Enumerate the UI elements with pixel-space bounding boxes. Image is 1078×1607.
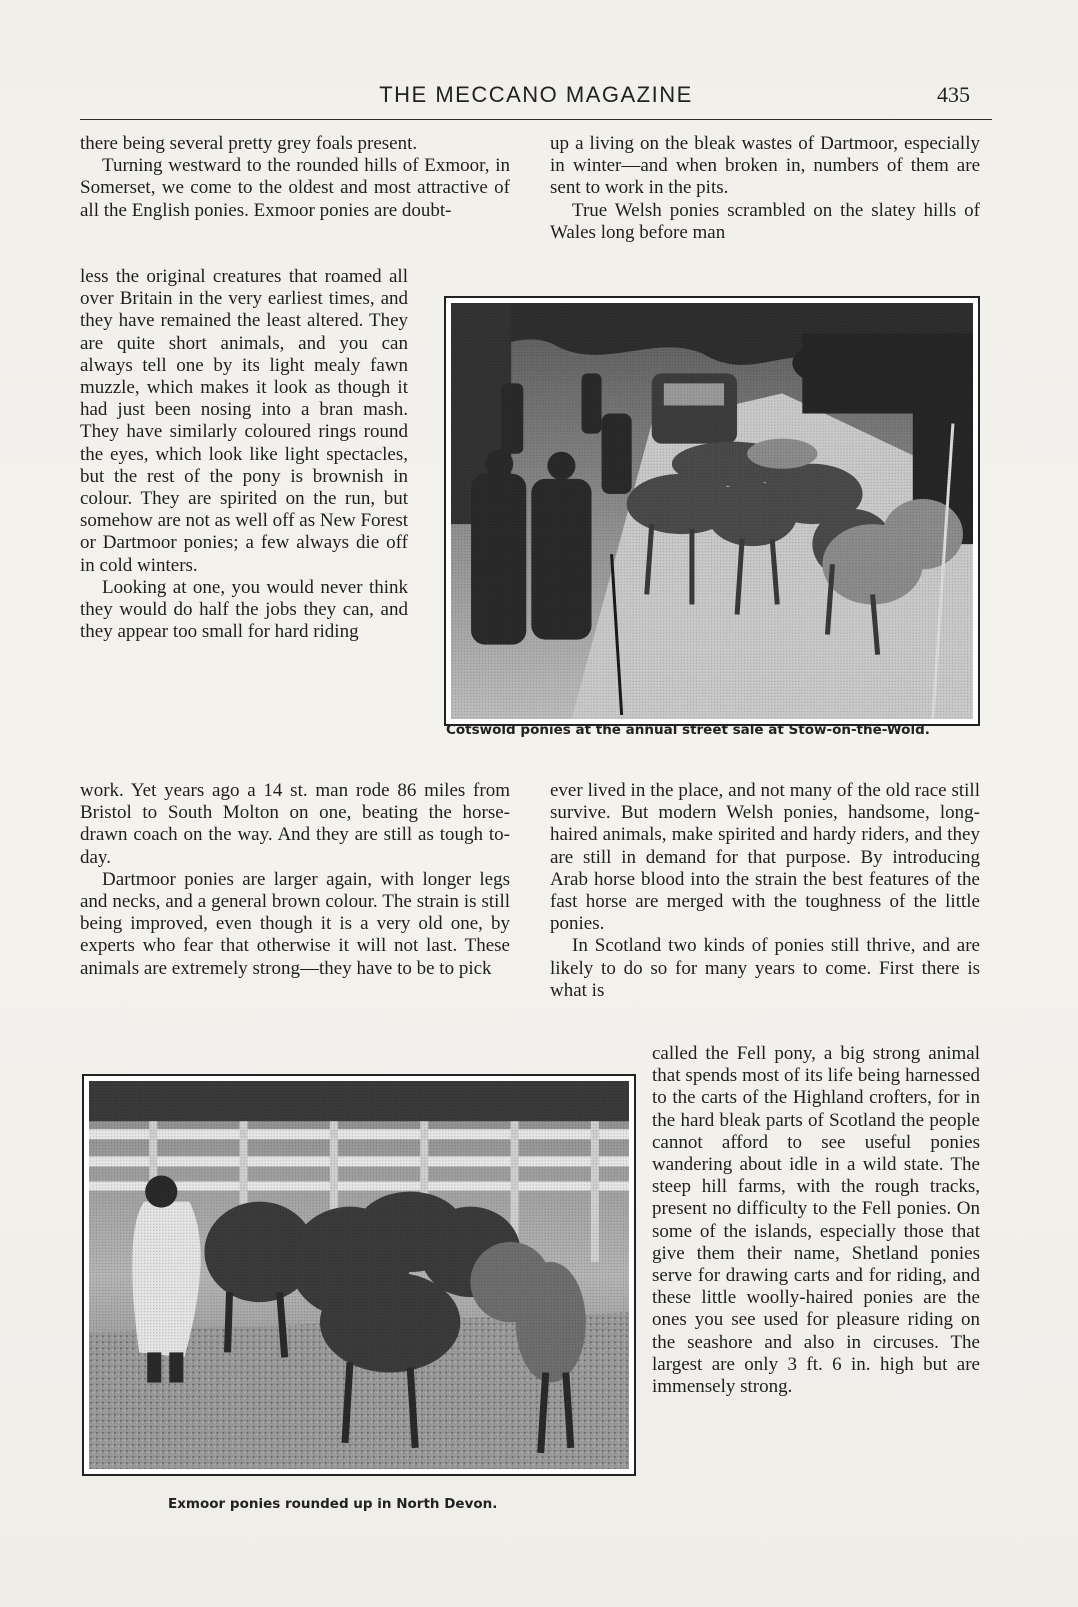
- paragraph: True Welsh ponies scrambled on the slatey hills of Wales long before man: [550, 199, 980, 243]
- left-column-top: [80, 133, 510, 222]
- photo-frame: [82, 1074, 636, 1476]
- left-column-narrow: [80, 266, 408, 643]
- paragraph: up a living on the bleak wastes of Dartmoor, especially in winter—and when broken in, numbers of them are sent to work in the pits.: [550, 133, 980, 199]
- page-header: [80, 80, 992, 120]
- page-number: 435: [937, 82, 970, 107]
- paragraph: Turning westward to the rounded hills of Exmoor, in Somerset, we come to the oldest and most attractive of all the English ponies. Exmoor ponies are doubt-: [80, 155, 510, 221]
- paragraph: less the original creatures that roamed all over Britain in the very earliest times, and they have remained the least altered. They are quite short animals, and you can always tell one by its light mealy fawn muzzle, which makes it look as though it had just been nosing into a bran mash. They have similarly coloured rings round the eyes, which look like light spectacles, but the rest of the pony is brownish in colour. They are spirited on the run, but somehow are not as well off as New Forest or Dartmoor ponies; a few always die off in cold winters.: [80, 266, 408, 576]
- photo-frame: [444, 296, 980, 726]
- paragraph: Looking at one, you would never think they would do half the jobs they can, and they appear too small for hard riding: [80, 576, 408, 643]
- paragraph: Dartmoor ponies are larger again, with longer legs and necks, and a general brown colour. The strain is still being improved, even though it is a very old one, by experts who fear that otherwise it will not last. These animals are extremely strong—they have to be to pick: [80, 868, 510, 979]
- paragraph: In Scotland two kinds of ponies still thrive, and are likely to do so for many years to come. First there is what is: [550, 935, 980, 1001]
- figure-caption: Cotswold ponies at the annual street sale at Stow-on-the-Wold.: [446, 722, 930, 738]
- cotswold-ponies-photo: [451, 303, 973, 719]
- exmoor-ponies-photo: [89, 1081, 629, 1469]
- right-column-top: [550, 133, 980, 244]
- left-column-bottom: [80, 780, 510, 980]
- figure-caption: Exmoor ponies rounded up in North Devon.: [168, 1496, 498, 1512]
- right-column-narrow: [652, 1043, 980, 1398]
- magazine-title: THE MECCANO MAGAZINE: [379, 82, 693, 107]
- paragraph: there being several pretty grey foals present.: [80, 133, 418, 154]
- right-column-middle: [550, 780, 980, 1002]
- paragraph: called the Fell pony, a big strong animal that spends most of its life being harnessed to the carts of the Highland crofters, for in the hard bleak parts of Scotland the people cannot afford to see useful ponies wandering about idle in a wild state. The steep hill farms, with the rough tracks, present no difficulty to the Fell ponies. On some of the islands, especially those that give them their name, Shetland ponies serve for drawing carts and for riding, and these little woolly-haired ponies are the ones you see used for pleasure riding on the seashore and also in circuses. The largest are only 3 ft. 6 in. high but are immensely strong.: [652, 1043, 980, 1398]
- paragraph: work. Yet years ago a 14 st. man rode 86 miles from Bristol to South Molton on one, beating the horse-drawn coach on the way. And they are still as tough to-day.: [80, 780, 510, 868]
- paragraph: ever lived in the place, and not many of the old race still survive. But modern Welsh ponies, handsome, long-haired animals, make spirited and hardy riders, and they are still in demand for that purpose. By introducing Arab horse blood into the strain the best features of the fast horse are merged with the toughness of the little ponies.: [550, 780, 980, 935]
